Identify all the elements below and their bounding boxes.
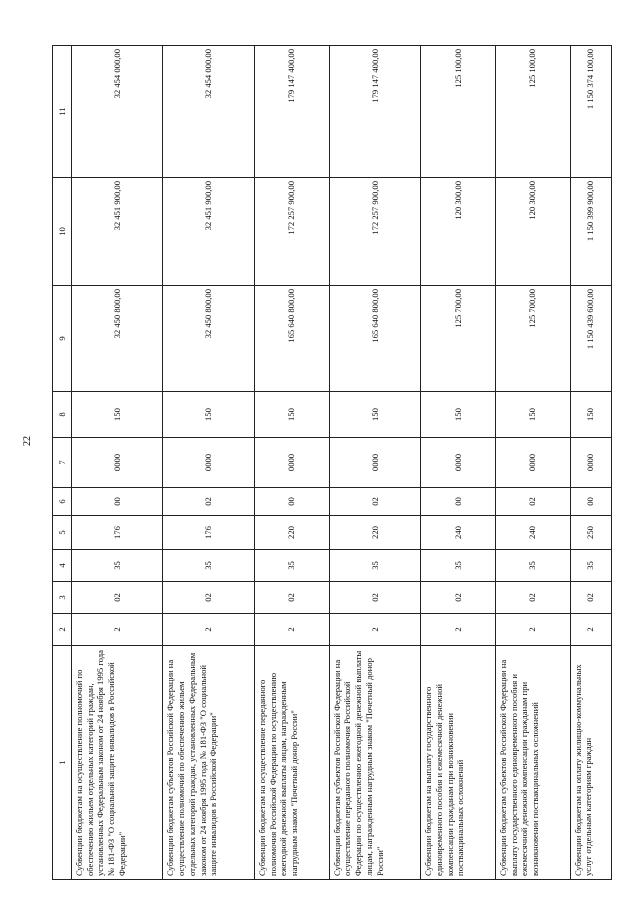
- cell-col8: 150: [421, 392, 496, 438]
- row-name: Субвенции бюджетам на осуществление переданного полномочия Российской Федерации по осуществлению ежегодной денежной выплаты лицам, награжденным нагрудным знаком "Почетный донор России": [254, 646, 329, 880]
- cell-col8: 150: [570, 392, 611, 438]
- row-name: Субвенции бюджетам на оплату жилищно-коммунальных услуг отдельным категориям граждан: [570, 646, 611, 880]
- cell-col9: 125 700,00: [495, 286, 570, 392]
- cell-col2: 2: [570, 614, 611, 646]
- table-row: [163, 46, 254, 880]
- cell-col6: 00: [72, 488, 163, 516]
- cell-col7: 0000: [329, 438, 420, 488]
- cell-col7: 0000: [254, 438, 329, 488]
- header-row: [53, 46, 72, 880]
- cell-col4: 35: [254, 550, 329, 582]
- cell-col11: 179 147 400,00: [254, 46, 329, 178]
- table-row: [329, 46, 420, 880]
- cell-col10: 172 257 900,00: [254, 178, 329, 286]
- cell-col8: 150: [329, 392, 420, 438]
- cell-col10: 32 451 900,00: [72, 178, 163, 286]
- cell-col2: 2: [254, 614, 329, 646]
- cell-col10: 120 300,00: [495, 178, 570, 286]
- cell-col3: 02: [495, 582, 570, 614]
- cell-col5: 176: [163, 516, 254, 550]
- table-row: [72, 46, 163, 880]
- cell-col4: 35: [329, 550, 420, 582]
- header-cell: 2: [53, 614, 72, 646]
- cell-col2: 2: [329, 614, 420, 646]
- row-name: Субвенции бюджетам на выплату государственного единовременного пособия и ежемесячной денежной компенсации гражданам при возникновении поствакцинальных осложнений: [421, 646, 496, 880]
- cell-col3: 02: [72, 582, 163, 614]
- header-cell: 8: [53, 392, 72, 438]
- cell-col3: 02: [421, 582, 496, 614]
- cell-col9: 32 450 800,00: [163, 286, 254, 392]
- table-row: [421, 46, 496, 880]
- cell-col4: 35: [72, 550, 163, 582]
- cell-col8: 150: [163, 392, 254, 438]
- cell-col6: 02: [495, 488, 570, 516]
- row-name: Субвенции бюджетам субъектов Российской Федерации на осуществление полномочий по обеспечению жильем отдельных категорий граждан, установленных Федеральным законом от 24 ноября 1995 года № 181-ФЗ "О социальной защите инвалидов в Российской Федерации": [163, 646, 254, 880]
- cell-col10: 32 451 900,00: [163, 178, 254, 286]
- row-name: Субвенции бюджетам субъектов Российской Федерации на выплату государственного единовременного пособия и ежемесячной денежной компенсации гражданам при возникновении поствакцинальных осложнений: [495, 646, 570, 880]
- cell-col2: 2: [421, 614, 496, 646]
- cell-col6: 02: [163, 488, 254, 516]
- cell-col6: 02: [329, 488, 420, 516]
- cell-col6: 00: [570, 488, 611, 516]
- cell-col11: 179 147 400,00: [329, 46, 420, 178]
- cell-col9: 165 640 800,00: [329, 286, 420, 392]
- cell-col5: 240: [421, 516, 496, 550]
- table-row: [495, 46, 570, 880]
- cell-col5: 220: [254, 516, 329, 550]
- cell-col7: 0000: [495, 438, 570, 488]
- cell-col11: 1 150 374 100,00: [570, 46, 611, 178]
- row-name: Субвенции бюджетам на осуществление полномочий по обеспечению жильем отдельных категорий граждан, установленных Федеральным законом от 24 ноября 1995 года № 181-ФЗ "О социальной защите инвалидов в Российской Федерации": [72, 646, 163, 880]
- cell-col3: 02: [163, 582, 254, 614]
- cell-col5: 250: [570, 516, 611, 550]
- row-name: Субвенции бюджетам субъектов Российской Федерации на осуществление переданного полномочия Российской Федерации по осуществлению ежегодной денежной выплаты лицам, награжденным нагрудным знаком "Почетный донор России": [329, 646, 420, 880]
- cell-col7: 0000: [72, 438, 163, 488]
- cell-col7: 0000: [570, 438, 611, 488]
- cell-col4: 35: [495, 550, 570, 582]
- cell-col11: 32 454 000,00: [72, 46, 163, 178]
- page-number: 22: [22, 436, 33, 446]
- cell-col11: 125 100,00: [421, 46, 496, 178]
- cell-col5: 240: [495, 516, 570, 550]
- cell-col4: 35: [570, 550, 611, 582]
- cell-col9: 125 700,00: [421, 286, 496, 392]
- budget-table-wrapper: [52, 46, 612, 880]
- header-cell: 11: [53, 46, 72, 178]
- cell-col10: 1 150 399 900,00: [570, 178, 611, 286]
- cell-col5: 220: [329, 516, 420, 550]
- cell-col3: 02: [329, 582, 420, 614]
- header-cell: 10: [53, 178, 72, 286]
- cell-col2: 2: [495, 614, 570, 646]
- cell-col8: 150: [72, 392, 163, 438]
- cell-col3: 02: [254, 582, 329, 614]
- header-cell: 1: [53, 646, 72, 880]
- cell-col5: 176: [72, 516, 163, 550]
- header-cell: 5: [53, 516, 72, 550]
- cell-col3: 02: [570, 582, 611, 614]
- table-row: [254, 46, 329, 880]
- table-row: [570, 46, 611, 880]
- cell-col11: 125 100,00: [495, 46, 570, 178]
- cell-col8: 150: [495, 392, 570, 438]
- header-cell: 7: [53, 438, 72, 488]
- cell-col7: 0000: [163, 438, 254, 488]
- cell-col6: 00: [421, 488, 496, 516]
- cell-col6: 00: [254, 488, 329, 516]
- cell-col10: 172 257 900,00: [329, 178, 420, 286]
- header-cell: 6: [53, 488, 72, 516]
- budget-table: [52, 45, 612, 880]
- cell-col9: 32 450 800,00: [72, 286, 163, 392]
- cell-col8: 150: [254, 392, 329, 438]
- header-cell: 3: [53, 582, 72, 614]
- cell-col2: 2: [163, 614, 254, 646]
- cell-col9: 1 150 439 600,00: [570, 286, 611, 392]
- cell-col2: 2: [72, 614, 163, 646]
- header-cell: 4: [53, 550, 72, 582]
- cell-col9: 165 640 800,00: [254, 286, 329, 392]
- cell-col4: 35: [163, 550, 254, 582]
- cell-col11: 32 454 000,00: [163, 46, 254, 178]
- header-cell: 9: [53, 286, 72, 392]
- cell-col4: 35: [421, 550, 496, 582]
- cell-col10: 120 300,00: [421, 178, 496, 286]
- cell-col7: 0000: [421, 438, 496, 488]
